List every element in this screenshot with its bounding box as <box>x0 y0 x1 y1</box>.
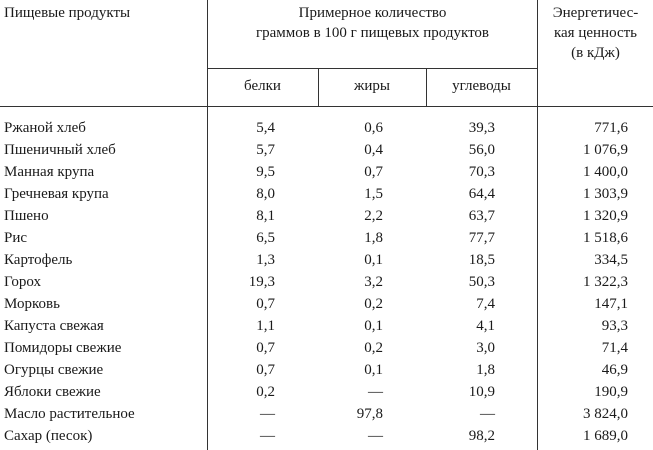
cell-fat: 0,2 <box>364 296 383 312</box>
header-grams-line1: Примерное количество <box>298 5 447 21</box>
cell-fat: 3,2 <box>364 274 383 290</box>
table-row <box>0 205 653 227</box>
header-carbs: углеводы <box>452 78 511 94</box>
table-row <box>0 117 653 139</box>
cell-energy: 71,4 <box>601 340 628 356</box>
table-row <box>0 293 653 315</box>
cell-carbs: 1,8 <box>476 362 495 378</box>
cell-name: Ржаной хлеб <box>4 120 86 136</box>
cell-carbs: 39,3 <box>468 120 495 136</box>
cell-protein: 5,7 <box>256 142 275 158</box>
cell-protein: — <box>260 428 275 444</box>
cell-carbs: 70,3 <box>468 164 495 180</box>
cell-name: Масло растительное <box>4 406 135 422</box>
cell-carbs: 98,2 <box>468 428 495 444</box>
cell-protein: 19,3 <box>248 274 275 290</box>
cell-carbs: 18,5 <box>468 252 495 268</box>
cell-energy: 1 322,3 <box>583 274 628 290</box>
cell-protein: 1,3 <box>256 252 275 268</box>
cell-fat: 0,1 <box>364 318 383 334</box>
cell-energy: 1 303,9 <box>583 186 628 202</box>
cell-name: Огурцы свежие <box>4 362 104 378</box>
table-row <box>0 139 653 161</box>
cell-carbs: — <box>480 406 495 422</box>
cell-fat: 0,1 <box>364 362 383 378</box>
table-row <box>0 381 653 403</box>
header-energy-line2: кая ценность <box>553 25 638 41</box>
cell-energy: 1 400,0 <box>583 164 628 180</box>
cell-carbs: 4,1 <box>476 318 495 334</box>
cell-energy: 1 689,0 <box>583 428 628 444</box>
cell-protein: 0,7 <box>256 340 275 356</box>
table-row <box>0 359 653 381</box>
cell-fat: — <box>368 384 383 400</box>
cell-carbs: 77,7 <box>468 230 495 246</box>
cell-protein: 0,7 <box>256 362 275 378</box>
cell-name: Картофель <box>4 252 73 268</box>
cell-fat: 1,8 <box>364 230 383 246</box>
cell-fat: — <box>368 428 383 444</box>
table-row <box>0 227 653 249</box>
cell-carbs: 63,7 <box>468 208 495 224</box>
cell-name: Пшено <box>4 208 49 224</box>
cell-energy: 190,9 <box>594 384 628 400</box>
header-energy-line3: (в кДж) <box>571 45 620 61</box>
header-energy <box>538 3 653 63</box>
cell-carbs: 3,0 <box>476 340 495 356</box>
cell-protein: — <box>260 406 275 422</box>
cell-fat: 2,2 <box>364 208 383 224</box>
cell-fat: 0,4 <box>364 142 383 158</box>
cell-name: Сахар (песок) <box>4 428 93 444</box>
cell-energy: 771,6 <box>594 120 628 136</box>
header-product: Пищевые продукты <box>4 5 131 21</box>
header-grams-line2: граммов в 100 г пищевых продуктов <box>255 25 490 41</box>
cell-energy: 1 518,6 <box>583 230 628 246</box>
cell-protein: 6,5 <box>256 230 275 246</box>
header-energy-line1: Энергетичес- <box>552 5 639 21</box>
table-row <box>0 425 653 447</box>
cell-protein: 0,2 <box>256 384 275 400</box>
cell-energy: 1 320,9 <box>583 208 628 224</box>
table-row <box>0 315 653 337</box>
table-body <box>0 117 653 447</box>
cell-protein: 8,0 <box>256 186 275 202</box>
table-row <box>0 337 653 359</box>
cell-fat: 0,6 <box>364 120 383 136</box>
header-grams <box>207 3 538 43</box>
cell-name: Горох <box>4 274 41 290</box>
header-bottom-rule <box>0 106 653 107</box>
cell-fat: 0,7 <box>364 164 383 180</box>
cell-fat: 1,5 <box>364 186 383 202</box>
cell-protein: 5,4 <box>256 120 275 136</box>
cell-protein: 1,1 <box>256 318 275 334</box>
cell-fat: 97,8 <box>356 406 383 422</box>
table-row <box>0 271 653 293</box>
cell-carbs: 7,4 <box>476 296 495 312</box>
cell-carbs: 10,9 <box>468 384 495 400</box>
cell-energy: 334,5 <box>594 252 628 268</box>
cell-protein: 0,7 <box>256 296 275 312</box>
cell-name: Гречневая крупа <box>4 186 109 202</box>
table-row <box>0 249 653 271</box>
cell-energy: 3 824,0 <box>583 406 628 422</box>
cell-fat: 0,1 <box>364 252 383 268</box>
cell-energy: 46,9 <box>601 362 628 378</box>
cell-protein: 8,1 <box>256 208 275 224</box>
cell-name: Морковь <box>4 296 60 312</box>
cell-energy: 93,3 <box>601 318 628 334</box>
cell-energy: 147,1 <box>594 296 628 312</box>
cell-name: Капуста свежая <box>4 318 104 334</box>
cell-name: Помидоры свежие <box>4 340 122 356</box>
header-fat: жиры <box>354 78 390 94</box>
header-divider <box>207 68 538 69</box>
cell-protein: 9,5 <box>256 164 275 180</box>
cell-carbs: 64,4 <box>468 186 495 202</box>
header-protein: белки <box>244 78 281 94</box>
cell-energy: 1 076,9 <box>583 142 628 158</box>
cell-carbs: 56,0 <box>468 142 495 158</box>
table-row <box>0 403 653 425</box>
table-row <box>0 183 653 205</box>
cell-carbs: 50,3 <box>468 274 495 290</box>
cell-name: Рис <box>4 230 28 246</box>
cell-name: Манная крупа <box>4 164 95 180</box>
table-row <box>0 161 653 183</box>
cell-fat: 0,2 <box>364 340 383 356</box>
cell-name: Яблоки свежие <box>4 384 101 400</box>
cell-name: Пшеничный хлеб <box>4 142 116 158</box>
